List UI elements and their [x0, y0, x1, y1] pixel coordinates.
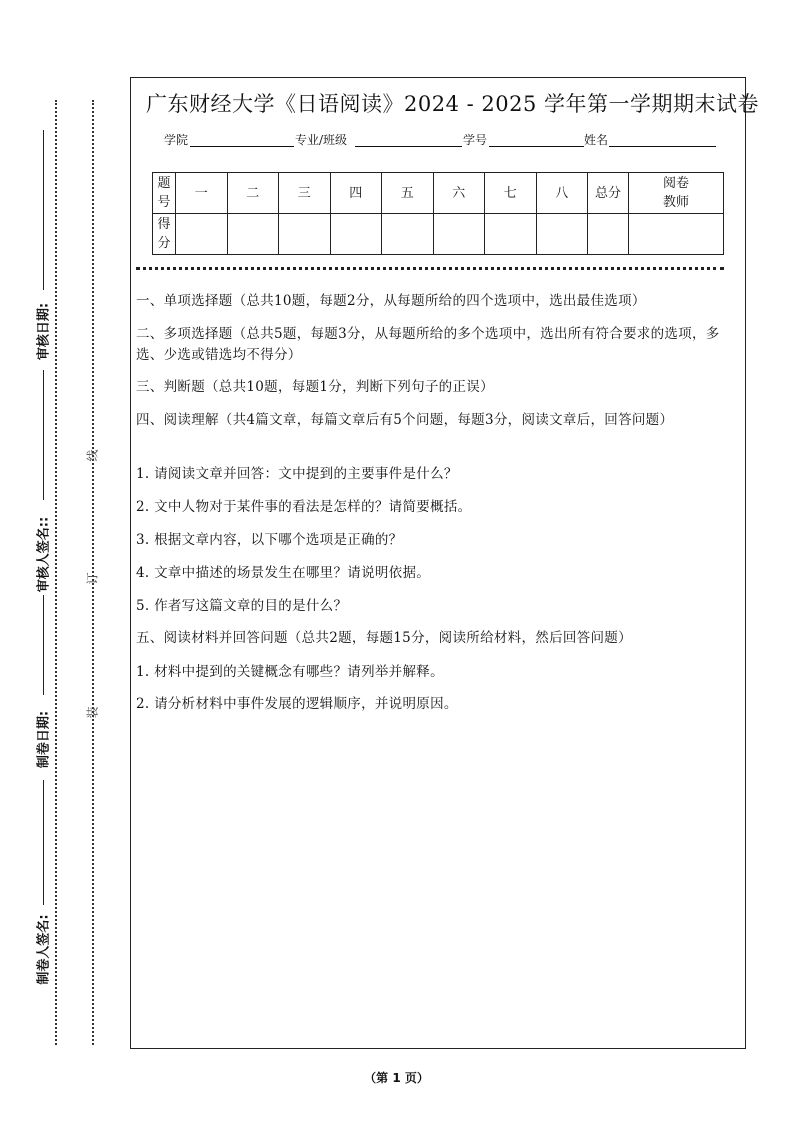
score-cell[interactable]	[279, 214, 331, 255]
header-cell: 总分	[588, 173, 629, 214]
signature-line	[43, 780, 44, 905]
section-5: 五、阅读材料并回答问题（总共2题，每题15分，阅读所给材料，然后回答问题）	[136, 630, 632, 646]
major-field[interactable]	[355, 146, 462, 147]
question: 5. 作者写这篇文章的目的是什么？	[136, 598, 348, 614]
signature-line	[43, 370, 44, 500]
maker-date-label: 制卷日期:	[36, 710, 52, 769]
student-id-label: 学号	[463, 133, 488, 147]
binding-char-ding: 订	[85, 572, 100, 585]
header-cell: 阅卷教师	[629, 173, 724, 214]
section-1: 一、单项选择题（总共10题，每题2分，从每题所给的四个选项中，选出最佳选项）	[136, 293, 646, 309]
separator-dotted-line	[136, 267, 724, 270]
header-cell: 六	[433, 173, 485, 214]
question: 2. 文中人物对于某件事的看法是怎样的？请简要概括。	[136, 499, 472, 515]
score-table-header-row	[153, 173, 724, 214]
score-cell[interactable]	[433, 214, 485, 255]
header-cell: 七	[485, 173, 537, 214]
score-cell[interactable]	[227, 214, 279, 255]
signature-line	[43, 130, 44, 290]
score-cell[interactable]	[382, 214, 434, 255]
header-cell: 二	[227, 173, 279, 214]
signature-line	[43, 595, 44, 695]
question: 1. 请阅读文章并回答：文中提到的主要事件是什么？	[136, 466, 458, 482]
header-cell: 三	[279, 173, 331, 214]
score-cell[interactable]	[176, 214, 228, 255]
score-table	[152, 172, 724, 255]
name-field[interactable]	[609, 146, 716, 147]
reviewer-date-label: 审核日期:	[36, 302, 52, 361]
score-cell[interactable]	[536, 214, 588, 255]
reviewer-sign-label: 审核人签名::	[36, 516, 52, 593]
college-label: 学院	[164, 133, 189, 147]
header-cell: 五	[382, 173, 434, 214]
question: 1. 材料中提到的关键概念有哪些？请列举并解释。	[136, 664, 444, 680]
maker-sign-label: 制卷人签名:	[36, 914, 52, 985]
row-label: 得分	[153, 214, 176, 255]
page-number: （第 1 页）	[364, 1071, 429, 1085]
exam-title: 广东财经大学《日语阅读》2024 - 2025 学年第一学期期末试卷	[146, 92, 760, 116]
question: 4. 文章中描述的场景发生在哪里？请说明依据。	[136, 565, 431, 581]
score-cell[interactable]	[485, 214, 537, 255]
score-table-score-row	[153, 214, 724, 255]
score-cell[interactable]	[629, 214, 724, 255]
section-4: 四、阅读理解（共4篇文章，每篇文章后有5个问题，每题3分，阅读文章后，回答问题）	[136, 412, 674, 428]
major-label: 专业/班级	[295, 133, 348, 147]
header-cell: 八	[536, 173, 588, 214]
score-cell[interactable]	[588, 214, 629, 255]
section-3: 三、判断题（总共10题，每题1分，判断下列句子的正误）	[136, 379, 494, 395]
section-2: 二、多项选择题（总共5题，每题3分，从每题所给的多个选项中，选出所有符合要求的选项，多选、少选或错选均不得分）	[136, 326, 720, 363]
binding-char-zhuang: 装	[85, 706, 100, 719]
score-cell[interactable]	[330, 214, 382, 255]
binding-char-xian: 线	[85, 449, 100, 462]
question: 2. 请分析材料中事件发展的逻辑顺序，并说明原因。	[136, 696, 458, 712]
question: 3. 根据文章内容，以下哪个选项是正确的？	[136, 532, 403, 548]
name-label: 姓名	[584, 133, 609, 147]
binding-dotted-line	[55, 100, 57, 1045]
header-cell: 一	[176, 173, 228, 214]
header-cell: 四	[330, 173, 382, 214]
student-id-field[interactable]	[489, 146, 584, 147]
college-field[interactable]	[190, 146, 294, 147]
header-cell: 题号	[153, 173, 176, 214]
